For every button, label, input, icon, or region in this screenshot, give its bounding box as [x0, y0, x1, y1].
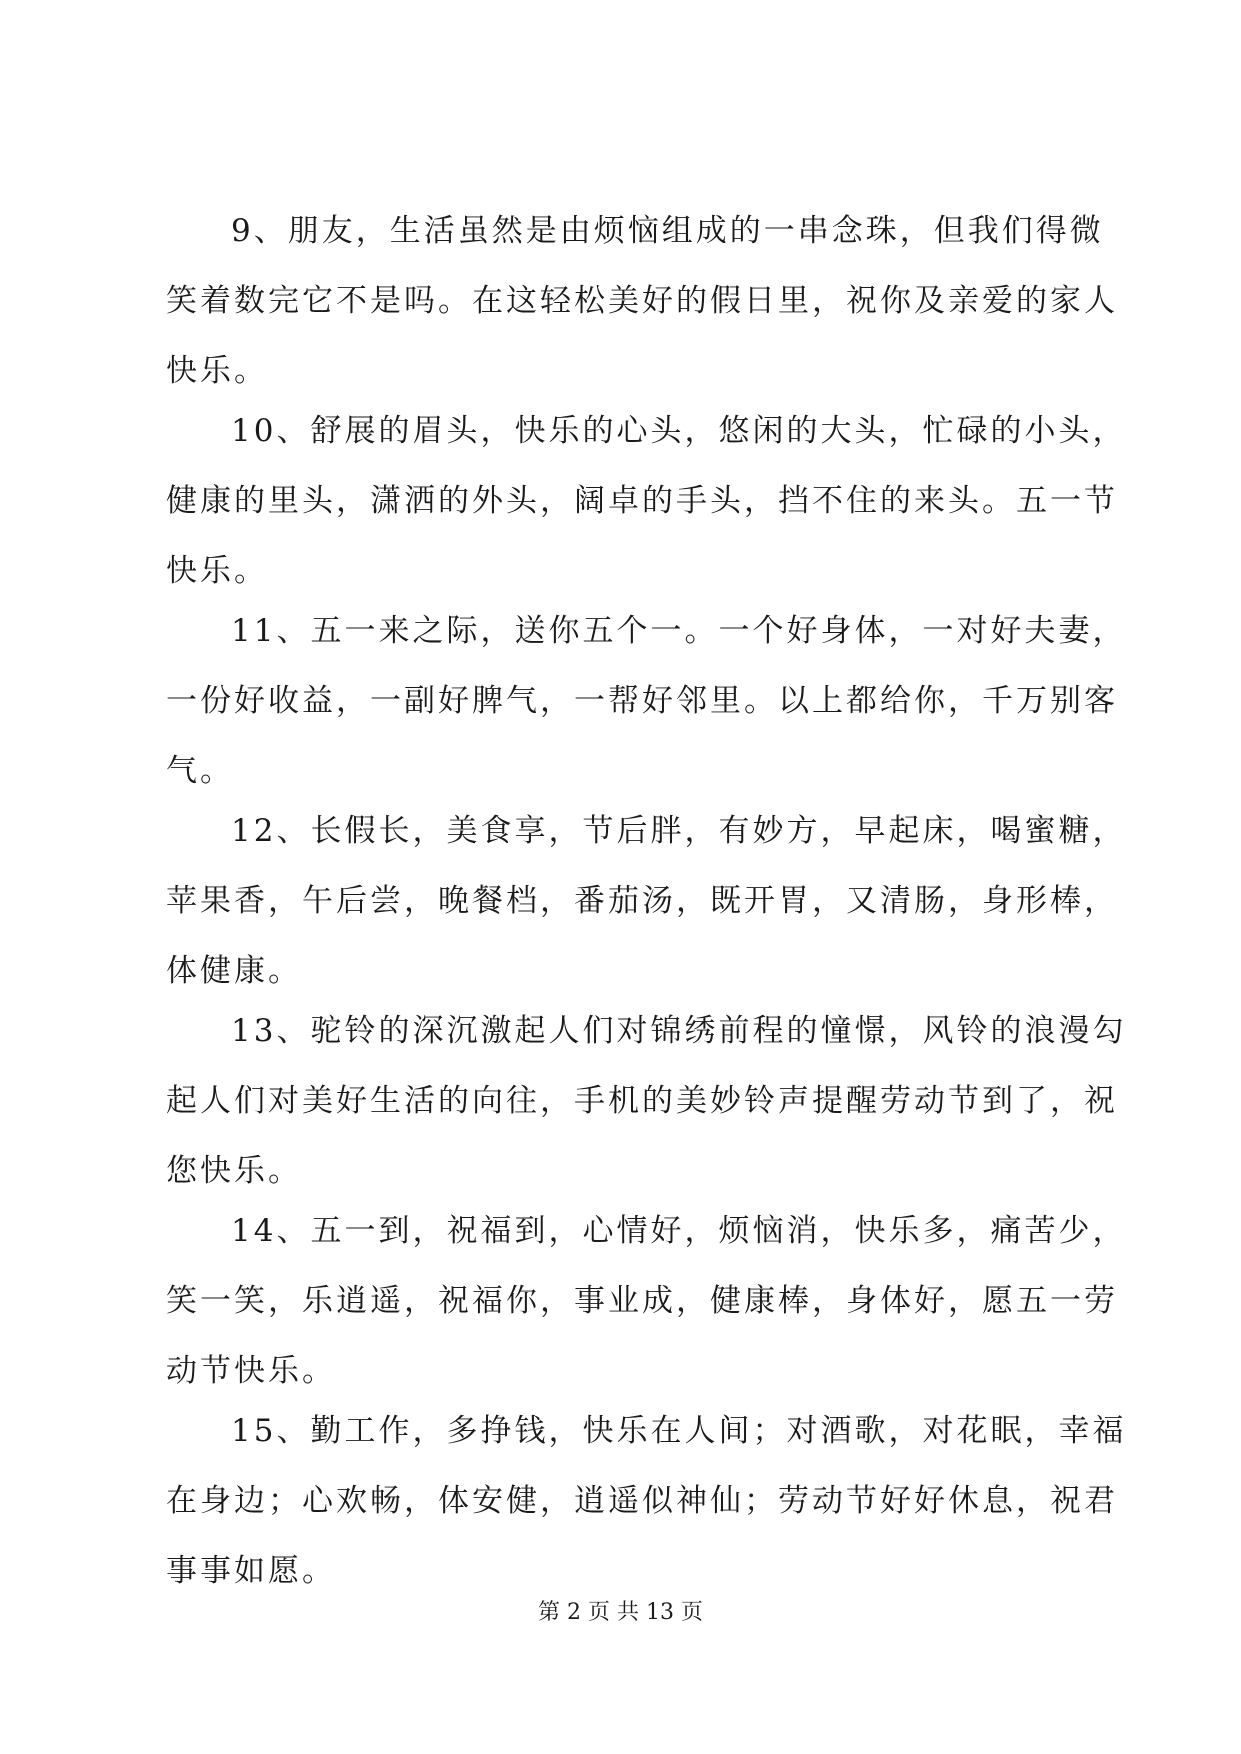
- paragraph-line: 事事如愿。: [166, 1553, 336, 1589]
- paragraph-line: 13、驼铃的深沉激起人们对锦绣前程的憧憬，风铃的浪漫勾: [231, 1013, 1127, 1049]
- paragraph-12: [166, 796, 1127, 1006]
- page-number-footer: 第 2 页 共 13 页: [538, 1600, 703, 1625]
- paragraph-line: 12、长假长，美食享，节后胖，有妙方，早起床，喝蜜糖，: [231, 813, 1127, 849]
- paragraph-line: 气。: [166, 753, 234, 789]
- paragraph-line: 一份好收益，一副好脾气，一帮好邻里。以上都给你，千万别客: [166, 683, 1118, 719]
- paragraph-line: 笑一笑，乐逍遥，祝福你，事业成，健康棒，身体好，愿五一劳: [166, 1283, 1118, 1319]
- paragraph-line: 快乐。: [166, 353, 268, 389]
- paragraph-11: [166, 596, 1127, 806]
- paragraph-14: [166, 1196, 1127, 1406]
- paragraph-line: 动节快乐。: [166, 1353, 336, 1389]
- paragraph-line: 健康的里头，潇洒的外头，阔卓的手头，挡不住的来头。五一节: [166, 483, 1118, 519]
- paragraph-line: 11、五一来之际，送你五个一。一个好身体，一对好夫妻，: [231, 613, 1127, 649]
- paragraph-line: 苹果香，午后尝，晚餐档，番茄汤，既开胃，又清肠，身形棒，: [166, 883, 1118, 919]
- paragraph-15: [166, 1396, 1127, 1606]
- paragraph-line: 体健康。: [166, 953, 302, 989]
- paragraph-line: 15、勤工作，多挣钱，快乐在人间；对酒歌，对花眠，幸福: [231, 1413, 1127, 1449]
- paragraph-line: 9、朋友，生活虽然是由烦恼组成的一串念珠，但我们得微: [231, 213, 1104, 249]
- paragraph-10: [166, 396, 1127, 606]
- paragraph-13: [166, 996, 1127, 1206]
- paragraph-line: 在身边；心欢畅，体安健，逍遥似神仙；劳动节好好休息，祝君: [166, 1483, 1118, 1519]
- paragraph-line: 快乐。: [166, 553, 268, 589]
- paragraph-line: 10、舒展的眉头，快乐的心头，悠闲的大头，忙碌的小头，: [231, 413, 1127, 449]
- paragraph-line: 笑着数完它不是吗。在这轻松美好的假日里，祝你及亲爱的家人: [166, 283, 1118, 319]
- paragraph-line: 起人们对美好生活的向往，手机的美妙铃声提醒劳动节到了，祝: [166, 1083, 1118, 1119]
- paragraph-line: 14、五一到，祝福到，心情好，烦恼消，快乐多，痛苦少，: [231, 1213, 1127, 1249]
- paragraph-9: [166, 196, 1118, 406]
- paragraph-line: 您快乐。: [166, 1153, 302, 1189]
